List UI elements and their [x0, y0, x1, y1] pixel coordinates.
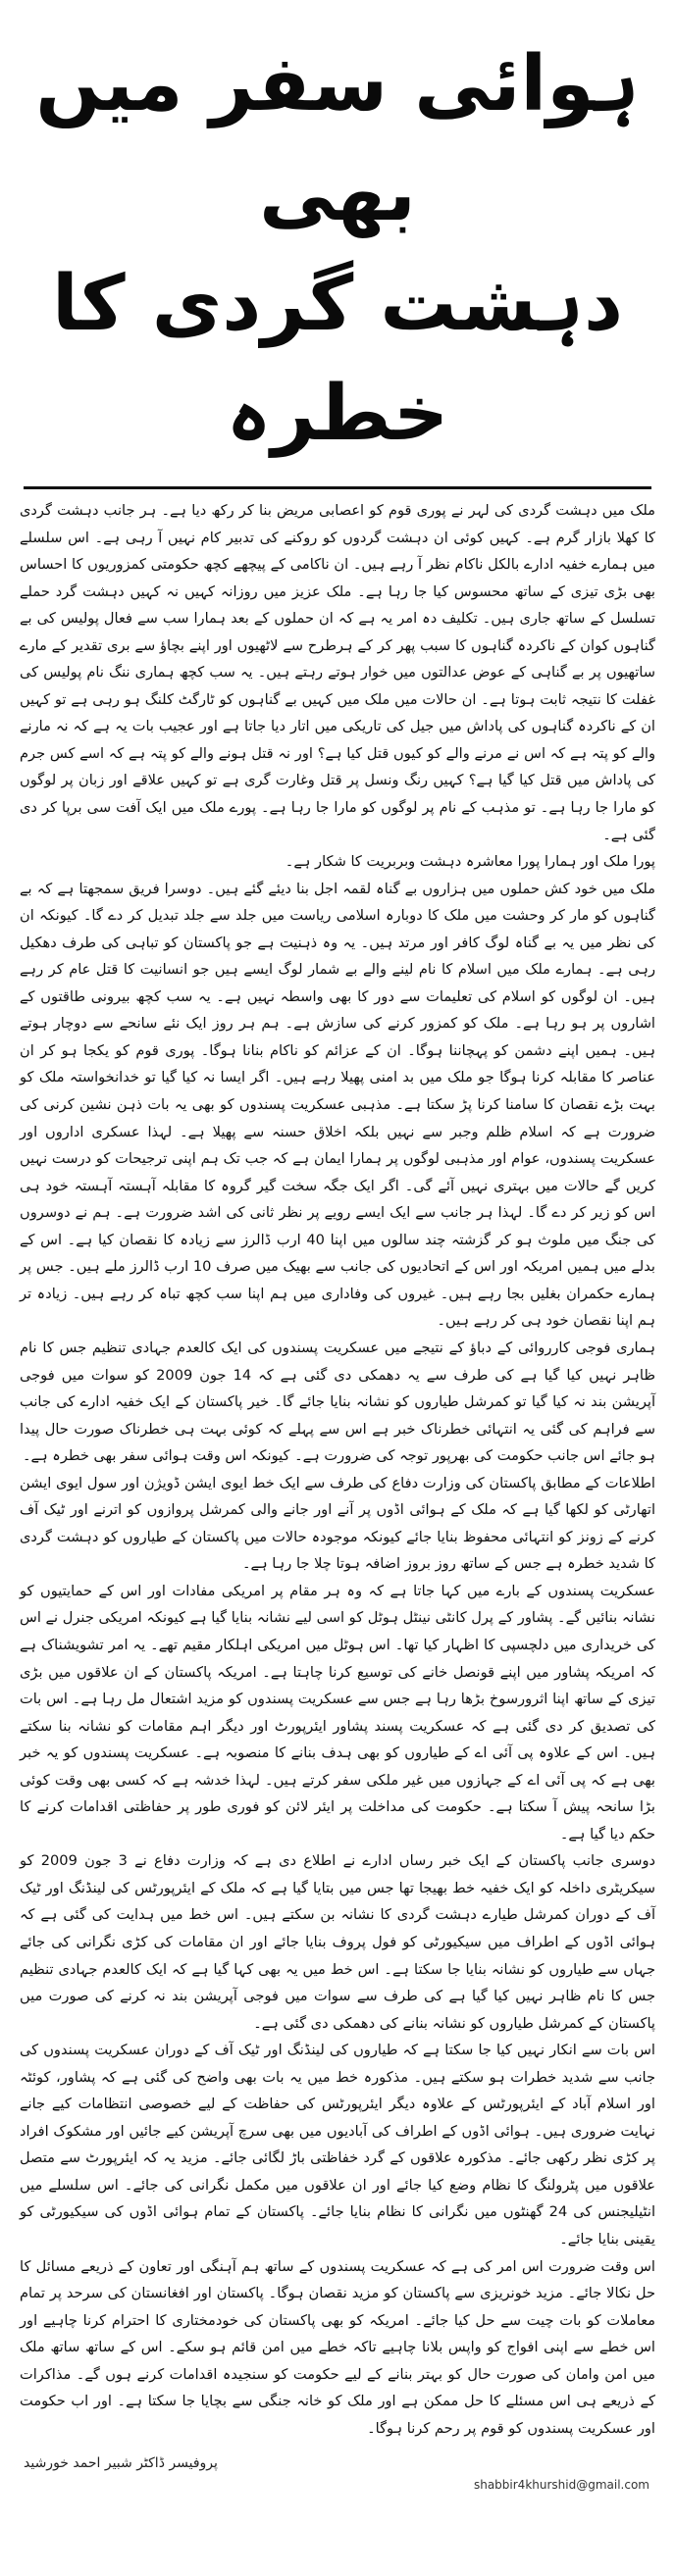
headline-line-2: دہشت گردی کا خطرہ	[51, 260, 624, 458]
article-paragraph: ملک میں دہشت گردی کی لہر نے پوری قوم کو اعصابی مریض بنا کر رکھ دیا ہے۔ ہر جانب دہشت گردی کا کھلا بازار گرم ہے۔ کہیں کوئی ان دہشت گردوں کو روکنے کی تدبیر کام نہیں آ رہی ہے۔ اس سلسلے میں ہمارے خفیہ ادارے بالکل ناکام نظر آ رہے ہیں۔ ان ناکامی کے پیچھے کچھ حکومتی کمزوریوں کا احساس بھی بڑی تیزی کے ساتھ محسوس کیا جا رہا ہے۔ ملک عزیز میں روزانہ کہیں نہ کہیں دہشت گرد حملے تسلسل کے ساتھ جاری ہیں۔ تکلیف دہ امر یہ ہے کہ ان حملوں کے بعد ہمارا سب سے فعال پولیس کی بے گناہوں کوان کے ناکردہ گناہوں کا سبب پھر کر کے ہرطرح سے لاٹھیوں اور اپنے بچاؤ سے بری تقدیر کے مارے ساتھیوں پر بے گناہی کے عوض عدالتوں میں خوار ہوتے رہتے ہیں۔ یہ سب کچھ ہماری ننگ نام پولیس کی غفلت کا نتیجہ ثابت ہوتا ہے۔ ان حالات میں ملک میں کہیں بے گناہوں کو ٹارگٹ کلنگ ہو رہی ہے تو کہیں ان کے ناکردہ گناہوں کی پاداش میں جیل کی تاریکی میں اتار دیا جاتا ہے اور عجیب بات یہ ہے کہ نہ مارنے والے کو پتہ ہے کہ اس نے مرنے والے کو کیوں قتل کیا ہے؟ اور نہ قتل ہونے والے کو پتہ ہے کہ اسے کس جرم کی پاداش میں قتل کیا گیا ہے؟ کہیں رنگ ونسل پر قتل وغارت گری ہے تو کہیں علاقے اور زبان پر لوگوں کو مارا جا رہا ہے۔ تو مذہب کے نام پر لوگوں کو مارا جا رہا ہے۔ پورے ملک میں ایک آفت سی برپا کر دی گئی ہے۔	[20, 502, 655, 843]
headline-line-1: ہوائی سفر میں بھی	[35, 40, 640, 238]
article-paragraph: پورا ملک اور ہمارا پورا معاشرہ دہشت وبربریت کا شکار ہے۔	[285, 853, 655, 871]
article-body	[14, 497, 661, 2442]
article-paragraph: دوسری جانب پاکستان کے ایک خبر رساں ادارے نے اطلاع دی ہے کہ وزارت دفاع نے 3 جون 2009 کو سیکریٹری داخلہ کو ایک خفیہ خط بھیجا تھا جس میں بتایا گیا ہے کہ ملک کے ایئرپورٹس کی لینڈنگ اور ٹیک آف کے دوران کمرشل طیارے دہشت گردی کا نشانہ بن سکتے ہیں۔ اس خط میں ہدایت کی گئی ہے کہ ہوائی اڈوں کے اطراف میں سیکیورٹی کو فول پروف بنایا جائے اور ان مقامات کی کڑی نگرانی کی جائے جہاں سے طیاروں کو نشانہ بنایا جا سکتا ہے۔ اس خط میں یہ بھی کہا گیا ہے کہ ایک کالعدم جہادی تنظیم جس کا نام ظاہر نہیں کیا گیا ہے کی طرف سے سوات میں فوجی آپریشن بند نہ کرنے کی صورت میں پاکستان کے کمرشل طیاروں کو نشانہ بنانے کی دھمکی دی گئی ہے۔	[20, 1852, 655, 2032]
article-paragraph: اس وقت ضرورت اس امر کی ہے کہ عسکریت پسندوں کے ساتھ ہم آہنگی اور تعاون کے ذریعے مسائل کا حل نکالا جائے۔ مزید خونریزی سے پاکستان کو مزید نقصان ہوگا۔ پاکستان اور افغانستان کی سرحد پر تمام معاملات کو بات چیت سے حل کیا جائے۔ امریکہ کو بھی پاکستان کی خودمختاری کا احترام کرنا چاہیے اور اس خطے سے اپنی افواج کو واپس بلانا چاہیے تاکہ خطے میں امن قائم ہو سکے۔ اس کے ساتھ ساتھ ملک میں امن وامان کی صورت حال کو بہتر بنانے کے لیے حکومت کو سنجیدہ اقدامات کرنے ہوں گے۔ مذاکرات کے ذریعے ہی اس مسئلے کا حل ممکن ہے اور ملک کو خانہ جنگی سے بچایا جا سکتا ہے۔ اور اب حکومت اور عسکریت پسندوں کو قوم پر رحم کرنا ہوگا۔	[20, 2257, 655, 2437]
article-paragraph: اطلاعات کے مطابق پاکستان کی وزارت دفاع کی طرف سے ایک خط ایوی ایشن ڈویژن اور سول ایوی ایشن اتھارٹی کو لکھا گیا ہے کہ ملک کے ہوائی اڈوں پر آنے اور جانے والی کمرشل پروازوں کو اترنے اور ٹیک آف کرنے کے زونز کو انتہائی محفوظ بنایا جائے کیونکہ موجودہ حالات میں پاکستان کے طیاروں کو دہشت گردی کا شدید خطرہ ہے جس کے ساتھ روز بروز اضافہ ہوتا چلا جا رہا ہے۔	[20, 1474, 655, 1573]
article-paragraph: ہماری فوجی کارروائی کے دباؤ کے نتیجے میں عسکریت پسندوں کی ایک کالعدم جہادی تنظیم جس کا نام ظاہر نہیں کیا گیا ہے کی طرف سے یہ دھمکی دی گئی ہے کہ 14 جون 2009 کو سوات میں فوجی آپریشن بند نہ کیا گیا تو کمرشل طیاروں کو نشانہ بنایا جائے گا۔ خیر پاکستان کے ایک خفیہ ادارے کی جانب سے فراہم کی گئی یہ انتہائی خطرناک خبر ہے اس سے پہلے کہ کوئی بہت ہی خطرناک صورت حال پیدا ہو جائے اس جانب حکومت کی بھرپور توجہ کی ضرورت ہے۔ کیونکہ اس وقت ہوائی سفر بھی خطرہ ہے۔	[20, 1339, 655, 1465]
author-byline: پروفیسر ڈاکٹر شبیر احمد خورشید	[24, 2455, 218, 2472]
article-paragraph: عسکریت پسندوں کے بارے میں کہا جاتا ہے کہ وہ ہر مقام پر امریکی مفادات اور اس کے حمایتیوں کو نشانہ بنائیں گے۔ پشاور کے پرل کانٹی نینٹل ہوٹل کو اسی لیے نشانہ بنایا گیا ہے کیونکہ امریکی جنرل نے اس کی خریداری میں دلچسپی کا اظہار کیا تھا۔ اس ہوٹل میں امریکی اہلکار مقیم تھے۔ یہ امر تشویشناک ہے کہ امریکہ پشاور میں اپنے قونصل خانے کی توسیع کرنا چاہتا ہے۔ امریکہ پاکستان کے ان علاقوں میں بڑی تیزی کے ساتھ اپنا اثرورسوخ بڑھا رہا ہے جس سے عسکریت پسندوں کو مزید اشتعال مل رہا ہے۔ اس بات کی تصدیق کر دی گئی ہے کہ عسکریت پسند پشاور ایئرپورٹ اور دیگر اہم مقامات کو نشانہ بنا سکتے ہیں۔ اس کے علاوہ پی آئی اے کے طیاروں کو بھی ہدف بنانے کا منصوبہ ہے۔ عسکریت پسندوں کو یہ خبر بھی ہے کہ پی آئی اے کے جہازوں میں غیر ملکی سفر کرتے ہیں۔ لہذا خدشہ ہے کہ کسی بھی وقت کوئی بڑا سانحہ پیش آ سکتا ہے۔ حکومت کی مداخلت پر ایئر لائن کو فوری طور پر حفاظتی اقدامات کرنے کا حکم دیا گیا ہے۔	[20, 1582, 655, 1843]
article-paragraph: ملک میں خود کش حملوں میں ہزاروں بے گناہ لقمہ اجل بنا دیئے گئے ہیں۔ دوسرا فریق سمجھتا ہے کہ بے گناہوں کو مار کر وحشت میں ملک کا دوبارہ اسلامی ریاست میں جلد سے جلد تبدیل کر دے گا۔ کیونکہ ان کی نظر میں یہ بے گناہ لوگ کافر اور مرتد ہیں۔ یہ وہ ذہنیت ہے جو پاکستان کو تباہی کی طرف دھکیل رہی ہے۔ ہمارے ملک میں اسلام کا نام لینے والے بے شمار لوگ ایسے ہیں جو انسانیت کا قتل عام کر رہے ہیں۔ ان لوگوں کو اسلام کی تعلیمات سے دور کا بھی واسطہ نہیں ہے۔ یہ سب کچھ بیرونی طاقتوں کے اشاروں پر ہو رہا ہے۔ ملک کو کمزور کرنے کی سازش ہے۔ ہم ہر روز ایک نئے سانحے سے دوچار ہوتے ہیں۔ ہمیں اپنے دشمن کو پہچاننا ہوگا۔ ان کے عزائم کو ناکام بنانا ہوگا۔ پوری قوم کو یکجا ہو کر ان عناصر کا مقابلہ کرنا ہوگا جو ملک میں بد امنی پھیلا رہے ہیں۔ اگر ایسا نہ کیا گیا تو خدانخواستہ ملک کو بہت بڑے نقصان کا سامنا کرنا پڑ سکتا ہے۔ مذہبی عسکریت پسندوں کو بھی یہ بات ذہن نشین کرنی کی ضرورت ہے کہ اسلام ظلم وجبر سے نہیں بلکہ اخلاق حسنہ سے پھیلا ہے۔ لہذا عسکری اداروں اور عسکریت پسندوں، عوام اور مذہبی لوگوں پر ہمارا ایمان ہے کہ جب تک ہم اپنی ترجیحات کو درست نہیں کریں گے حالات میں بہتری نہیں آئے گی۔ اگر ایک جگہ سخت گیر گروہ کا مقابلہ آہستہ آہستہ خود ہی اس کو زیر کر دے گا۔ لہذا ہر جانب سے ایک ایسے رویے پر نظر ثانی کی اشد ضرورت ہے۔ ہم نے دوسروں کی جنگ میں ملوث ہو کر گزشتہ چند سالوں میں اپنا 40 ارب ڈالرز سے زیادہ کا نقصان کیا ہے۔ اس کے بدلے میں ہمیں امریکہ اور اس کے اتحادیوں کی جانب سے بھیک میں صرف 10 ارب ڈالرز ملے ہیں۔ جس پر ہمارے حکمران بغلیں بجا رہے ہیں۔ غیروں کی وفاداری میں ہم اپنا سب کچھ تباہ کر رہے ہیں۔ زیادہ تر ہم اپنا نقصان خود ہی کر رہے ہیں۔	[20, 880, 655, 1330]
article-paragraph: اس بات سے انکار نہیں کیا جا سکتا ہے کہ طیاروں کی لینڈنگ اور ٹیک آف کے دوران عسکریت پسندوں کی جانب سے شدید خطرات ہو سکتے ہیں۔ مذکورہ خط میں یہ بات بھی واضح کی گئی ہے کہ پشاور، کوئٹہ اور اسلام آباد کے ایئرپورٹس کے علاوہ دیگر ایئرپورٹس کی حفاظت کے لیے خصوصی انتظامات کیے جانے نہایت ضروری ہیں۔ ہوائی اڈوں کے اطراف کی آبادیوں میں بھی سرچ آپریشن کیے جائیں اور مشکوک افراد پر کڑی نظر رکھی جائے۔ مذکورہ علاقوں کے گرد خفاظتی باڑ لگائی جائے۔ مزید یہ کہ ایئرپورٹ سے متصل علاقوں میں پٹرولنگ کا نظام وضع کیا جائے اور ان علاقوں میں مکمل نگرانی کی جائے۔ اس سلسلے میں انٹیلیجنس کی 24 گھنٹوں میں نگرانی کا نظام بنایا جائے۔ پاکستان کے تمام ہوائی اڈوں کی سیکیورٹی کو یقینی بنایا جائے۔	[20, 2042, 655, 2248]
headline-divider	[24, 486, 651, 489]
author-email[interactable]: shabbir4khurshid@gmail.com	[473, 2478, 649, 2493]
